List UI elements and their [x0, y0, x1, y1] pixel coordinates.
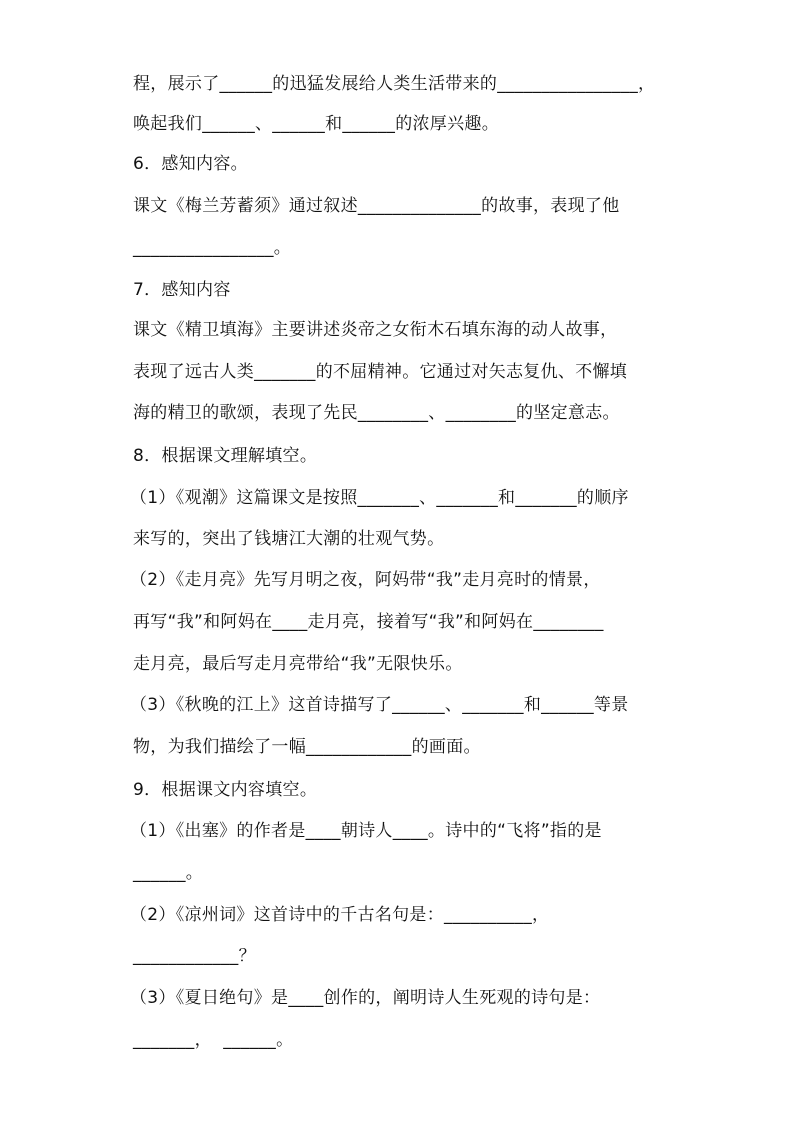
text-line-21: （2）《凉州词》这首诗中的千古名句是：__________， [130, 905, 550, 925]
text-line-23: （3）《夏日绝句》是____创作的，阐明诗人生死观的诗句是： [130, 988, 601, 1008]
question-6-heading: 6．感知内容。 [133, 154, 248, 174]
text-line-15: 走月亮，最后写走月亮带给“我”无限快乐。 [133, 654, 463, 674]
text-line-12: 来写的，突出了钱塘江大潮的壮观气势。 [133, 529, 445, 549]
text-line-22: ____________？ [133, 946, 256, 966]
question-8-heading: 8．根据课文理解填空。 [133, 446, 318, 466]
text-line-1: 程，展示了______的迅猛发展给人类生活带来的________________， [133, 74, 656, 94]
text-line-24: _______， ______。 [133, 1030, 294, 1050]
text-line-7: 课文《精卫填海》主要讲述炎帝之女衔木石填东海的动人故事， [133, 320, 618, 340]
text-line-5: ________________。 [133, 238, 292, 258]
text-line-14: 再写“我”和阿妈在____走月亮，接着写“我”和阿妈在________ [133, 612, 604, 632]
text-line-20: ______。 [133, 863, 204, 883]
text-line-2: 唤起我们______、______和______的浓厚兴趣。 [133, 114, 499, 134]
text-line-13: （2）《走月亮》先写月明之夜，阿妈带“我”走月亮时的情景， [130, 570, 601, 590]
text-line-11: （1）《观潮》这篇课文是按照_______、_______和_______的顺序 [130, 488, 629, 508]
question-7-heading: 7．感知内容 [133, 280, 231, 300]
question-9-heading: 9．根据课文内容填空。 [133, 780, 318, 800]
text-line-8: 表现了远古人类_______的不屈精神。它通过对矢志复仇、不懈填 [133, 362, 628, 382]
text-line-16: （3）《秋晚的江上》这首诗描写了______、_______和______等景 [130, 695, 629, 715]
text-line-19: （1）《出塞》的作者是____朝诗人____。诗中的“飞将”指的是 [130, 821, 602, 841]
text-line-17: 物，为我们描绘了一幅____________的画面。 [133, 737, 481, 757]
text-line-9: 海的精卫的歌颂，表现了先民________、________的坚定意志。 [133, 403, 620, 423]
text-line-4: 课文《梅兰芳蓄须》通过叙述______________的故事，表现了他 [133, 196, 620, 216]
